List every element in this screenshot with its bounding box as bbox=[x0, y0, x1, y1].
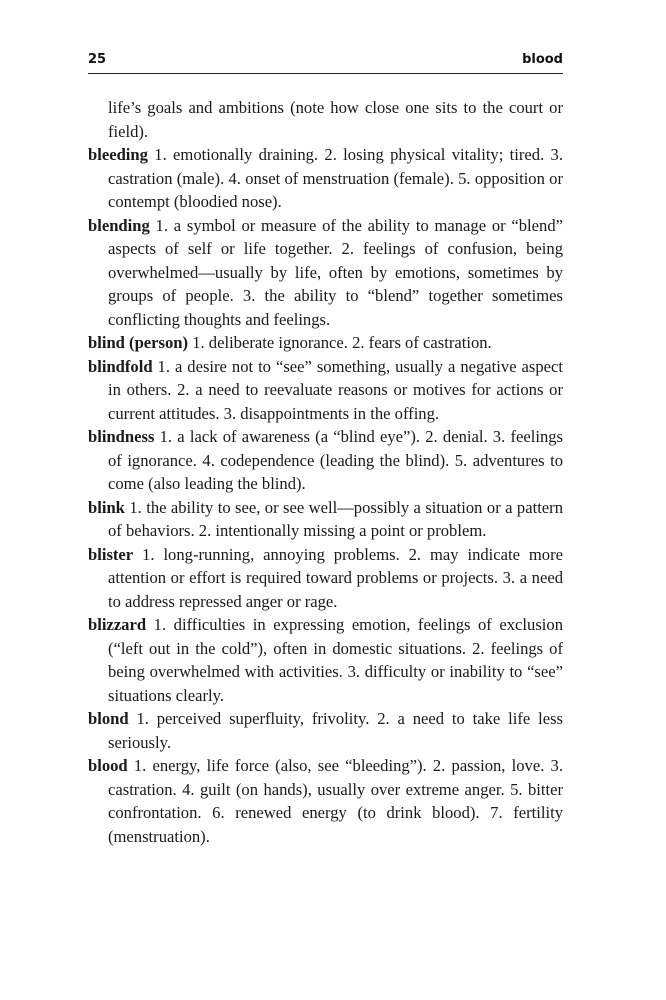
definition: 1. energy, life force (also, see “bleeding”). 2. passion, love. 3. castration. 4. guilt (on hands), usually over extreme anger. 5. bitter confrontation. 6. renewed energy (to drink blood). 7. fertility (menstruation). bbox=[108, 756, 563, 846]
entry-bleeding bbox=[88, 143, 563, 214]
headword: blister bbox=[88, 544, 134, 564]
entry-blister bbox=[88, 543, 563, 614]
entry-blindfold bbox=[88, 355, 563, 426]
entry-blending bbox=[88, 214, 563, 332]
definition: 1. difficulties in expressing emotion, feelings of exclusion (“left out in the cold”), often in domestic situations. 2. feelings of being overwhelmed with activities. 3. difficulty or inability to “see” situations clearly. bbox=[108, 615, 563, 705]
definition: 1. deliberate ignorance. 2. fears of castration. bbox=[188, 333, 492, 352]
headword: bleeding bbox=[88, 145, 148, 164]
definition: 1. the ability to see, or see well—possibly a situation or a pattern of behaviors. 2. intentionally missing a point or problem. bbox=[108, 497, 563, 540]
continued-entry-text: life’s goals and ambitions (note how close one sits to the court or field). bbox=[108, 98, 563, 141]
entry-blond bbox=[88, 707, 563, 754]
dictionary-page bbox=[88, 52, 563, 848]
definition: 1. a lack of awareness (a “blind eye”). 2. denial. 3. feelings of ignorance. 4. codependence (leading the blind). 5. adventures to come (also leading the blind). bbox=[108, 427, 563, 493]
entry-blink bbox=[88, 496, 563, 543]
entry-blind-person bbox=[88, 331, 563, 355]
headword: blood bbox=[88, 756, 128, 775]
running-title: blood bbox=[522, 52, 563, 67]
definition: 1. emotionally draining. 2. losing physical vitality; tired. 3. castration (male). 4. onset of menstruation (female). 5. opposition or contempt (bloodied nose). bbox=[108, 145, 563, 211]
headword: blindfold bbox=[88, 356, 153, 376]
definition: 1. perceived superfluity, frivolity. 2. a need to take life less seriously. bbox=[108, 709, 563, 752]
headword: blending bbox=[88, 215, 150, 235]
entry-blizzard bbox=[88, 613, 563, 707]
entry-blindness bbox=[88, 425, 563, 496]
definition: 1. a desire not to “see” something, usually a negative aspect in others. 2. a need to reevaluate reasons or motives for actions or current attitudes. 3. disappointments in the offing. bbox=[108, 356, 563, 423]
entry-blood bbox=[88, 754, 563, 848]
definition: 1. long-running, annoying problems. 2. may indicate more attention or effort is required toward problems or projects. 3. a need to address repressed anger or rage. bbox=[108, 544, 563, 611]
headword: blizzard bbox=[88, 615, 147, 634]
page-number: 25 bbox=[88, 52, 107, 67]
headword: blind (person) bbox=[88, 333, 189, 352]
entries-body bbox=[88, 96, 563, 848]
headword: blindness bbox=[88, 427, 155, 446]
definition: 1. a symbol or measure of the ability to manage or “blend” aspects of self or life together. 2. feelings of confusion, being overwhelmed—usually by life, often by emotions, sometimes by groups of people. 3. the ability to “blend” together sometimes conflicting thoughts and feelings. bbox=[108, 215, 563, 329]
headword: blink bbox=[88, 497, 125, 517]
headword: blond bbox=[88, 709, 129, 728]
running-head bbox=[88, 52, 563, 74]
